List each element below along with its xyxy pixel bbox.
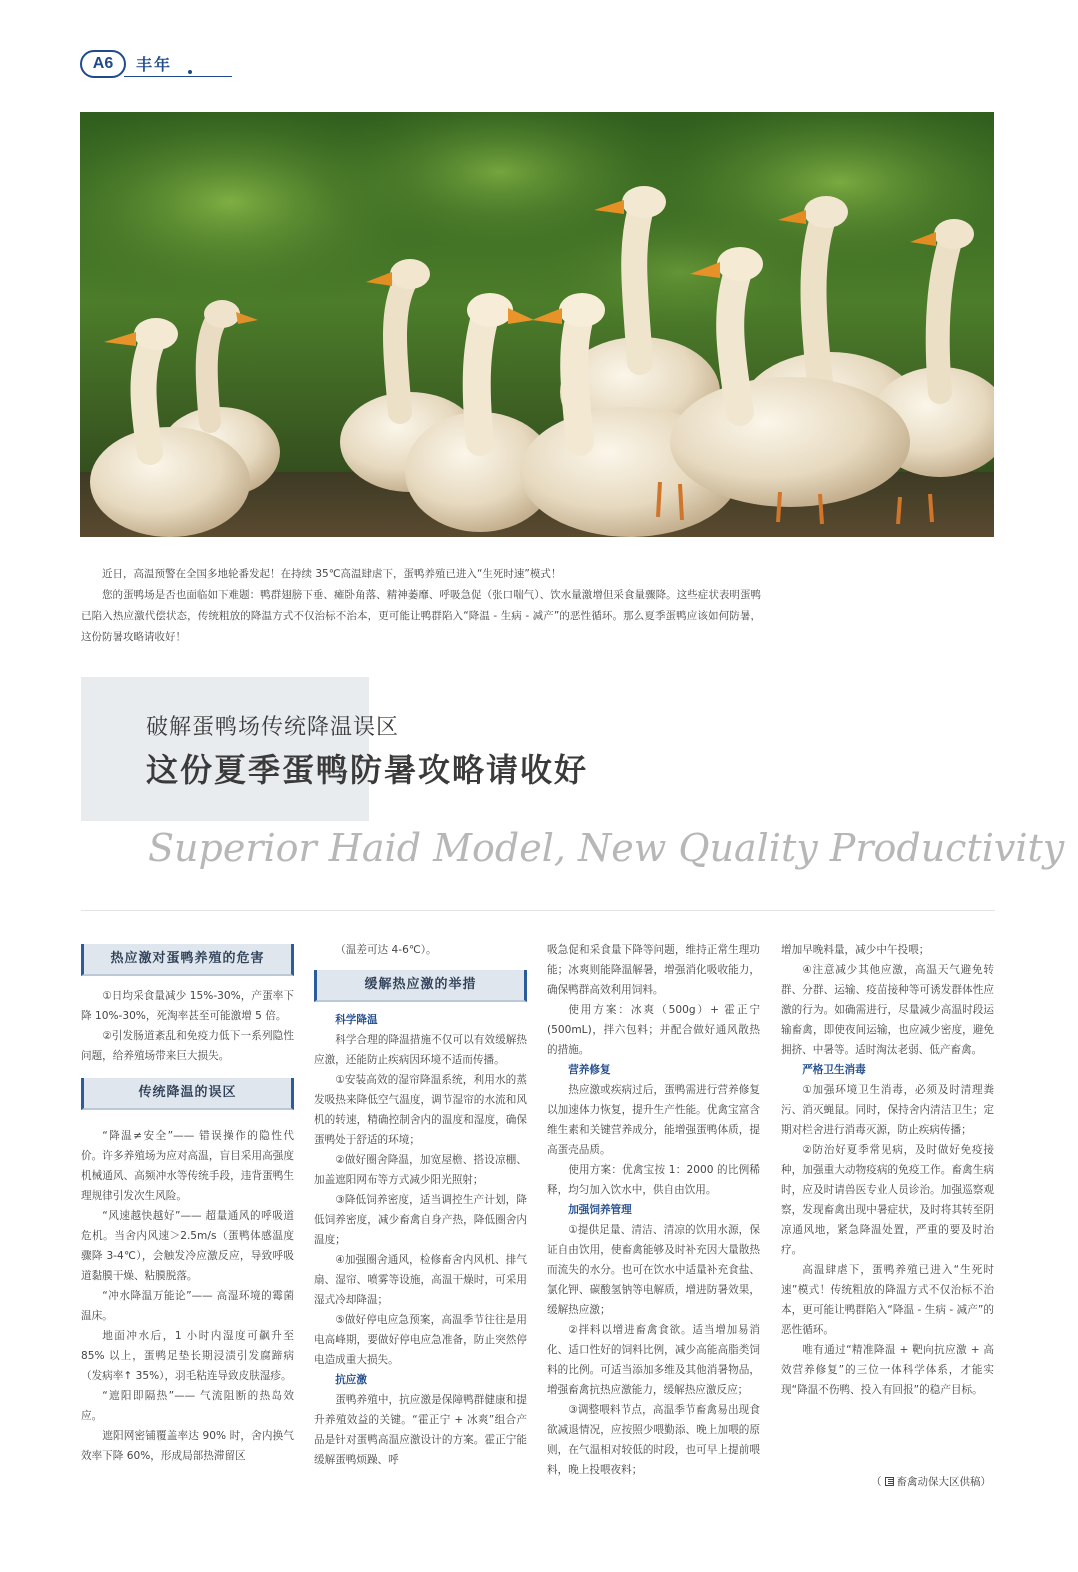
- body-paragraph: “遮阳即隔热”—— 气流阻断的热岛效应。: [81, 1390, 294, 1422]
- intro-text: [81, 564, 761, 648]
- body-paragraph: “风速越快越好”—— 超量通风的呼吸道危机。当舍内风速＞2.5m/s（蛋鸭体感温度骤降 3-4℃），会触发冷应激反应，导致呼吸道黏膜干燥、粘膜脱落。: [81, 1210, 294, 1282]
- body-paragraph: ①日均采食量减少 15%-30%，产蛋率下降 10%-30%，死淘率甚至可能激增 5 倍。: [81, 990, 294, 1022]
- body-paragraph: ③调整喂料节点，高温季节畜禽易出现食欲减退情况，应按照少喂勤添、晚上加喂的原则，在气温相对较低的时段，也可早上提前喂料，晚上投喂夜料；: [547, 1404, 760, 1476]
- body-paragraph: ④注意减少其他应激，高温天气避免转群、分群、运输、疫苗接种等可诱发群体性应激的行为。如确需进行，尽量减少高温时段运输畜禽，即使夜间运输，也应减少密度，避免拥挤、中暑等。适时淘汰老弱、低产畜禽。: [781, 964, 994, 1056]
- body-paragraph: 遮阳网密铺覆盖率达 90% 时，舍内换气效率下降 60%，形成局部热滞留区: [81, 1430, 294, 1462]
- body-paragraph: 热应激或疾病过后，蛋鸭需进行营养修复以加速体力恢复，提升生产性能。优禽宝富含维生素和关键营养成分，能增强蛋鸭体质，提高蛋壳品质。: [547, 1084, 760, 1156]
- body-paragraph: “降温≠安全”—— 错误操作的隐性代价。许多养殖场为应对高温，盲目采用高强度机械通风、高频冲水等传统手段，违背蛋鸭生理规律引发次生风险。: [81, 1130, 294, 1202]
- body-paragraph: ①安装高效的湿帘降温系统，利用水的蒸发吸热来降低空气温度，调节湿帘的水流和风机的转速，精确控制舍内的温度和湿度，确保蛋鸭处于舒适的环境；: [314, 1074, 527, 1146]
- body-paragraph: 吸急促和采食量下降等问题，维持正常生理功能；冰爽则能降温解暑，增强消化吸收能力，确保鸭群高效利用饲料。: [547, 944, 760, 996]
- body-paragraph: ②拌料以增进畜禽食欲。适当增加易消化、适口性好的饲料比例，减少高能高脂类饲料的比例。可适当添加多维及其他消暑物品，增强畜禽抗热应激能力，缓解热应激反应；: [547, 1324, 760, 1396]
- body-paragraph: 地面冲水后，1 小时内湿度可飙升至 85% 以上，蛋鸭足垫长期浸渍引发腐蹄病（发病率↑ 35%），羽毛粘连导致皮肤湿疹。: [81, 1330, 294, 1382]
- section-heading-relief-measures: 缓解热应激的举措: [314, 970, 527, 1002]
- column-1: [81, 940, 294, 1466]
- body-paragraph: 唯有通过“精准降温 + 靶向抗应激 + 高效营养修复”的三位一体科学体系，才能实现“降温不伤鸭、投入有回报”的稳产目标。: [781, 1344, 994, 1396]
- subheading-nutrition-repair: 营养修复: [568, 1064, 611, 1076]
- english-tagline: Superior Haid Model, New Quality Productivity: [148, 826, 1065, 870]
- subheading-hygiene-disinfection: 严格卫生消毒: [802, 1064, 866, 1076]
- body-paragraph: 蛋鸭养殖中，抗应激是保障鸭群健康和提升养殖效益的关键。“霍正宁 + 冰爽”组合产品是针对蛋鸭高温应激设计的方案。霍正宁能缓解蛋鸭烦躁、呼: [314, 1394, 527, 1466]
- column-2: [314, 940, 527, 1470]
- body-paragraph: ①加强环境卫生消毒，必须及时清理粪污、消灭蝇鼠。同时，保持舍内清洁卫生；定期对栏舍进行消毒灭源，防止疾病传播；: [781, 1084, 994, 1136]
- body-paragraph: ③降低饲养密度，适当调控生产计划，降低饲养密度，减少畜禽自身产热，降低圈舍内温度；: [314, 1194, 527, 1246]
- page-header: [80, 48, 240, 84]
- body-paragraph: 高温肆虐下，蛋鸭养殖已进入“生死时速”模式！传统粗放的降温方式不仅治标不治本，更可能让鸭群陷入“降温 - 生病 - 减产”的恶性循环。: [781, 1264, 994, 1336]
- column-4: [781, 940, 994, 1400]
- edit-note-icon: [885, 1477, 894, 1486]
- duck-flock-illustration: [80, 112, 994, 537]
- source-text: 畜禽动保大区供稿）: [896, 1476, 991, 1488]
- body-paragraph: ②做好圈舍降温，加宽屋檐、搭设凉棚、加盖遮阳网布等方式减少阳光照射；: [314, 1154, 527, 1186]
- body-paragraph: 使用方案：优禽宝按 1：2000 的比例稀释，均匀加入饮水中，供自由饮用。: [547, 1164, 760, 1196]
- section-divider: [81, 910, 995, 911]
- body-paragraph: 科学合理的降温措施不仅可以有效缓解热应激，还能防止疾病因环境不适而传播。: [314, 1034, 527, 1066]
- section-heading-heat-stress-harm: 热应激对蛋鸭养殖的危害: [81, 944, 294, 976]
- duck-flock-photo: [80, 112, 994, 537]
- column-3: [547, 940, 760, 1480]
- source-credit: [871, 1474, 991, 1489]
- article-title: 这份夏季蛋鸭防暑攻略请收好: [146, 751, 589, 789]
- body-paragraph: ②引发肠道紊乱和免疫力低下一系列隐性问题，给养殖场带来巨大损失。: [81, 1030, 294, 1062]
- body-paragraph: （温差可达 4-6℃）。: [335, 944, 437, 956]
- body-paragraph: 增加早晚料量，减少中午投喂；: [781, 944, 930, 956]
- source-paren: （: [871, 1476, 882, 1488]
- header-dot: [188, 70, 192, 74]
- subheading-scientific-cooling: 科学降温: [335, 1014, 378, 1026]
- body-paragraph: ①提供足量、清洁、清凉的饮用水源，保证自由饮用，使畜禽能够及时补充因大量散热而流失的水分。也可在饮水中适量补充食盐、氯化钾、碳酸氢钠等电解质，增进防暑效果，缓解热应激；: [547, 1224, 760, 1316]
- body-paragraph: ④加强圈舍通风，检修畜舍内风机、排气扇、湿帘、喷雾等设施，高温干燥时，可采用湿式冷却降温；: [314, 1254, 527, 1306]
- header-underline: [124, 76, 232, 77]
- body-paragraph: “冲水降温万能论”—— 高湿环境的霉菌温床。: [81, 1290, 294, 1322]
- section-heading-cooling-misconceptions: 传统降温的误区: [81, 1078, 294, 1110]
- intro-paragraph: 近日，高温预警在全国多地轮番发起！在持续 35℃高温肆虐下，蛋鸭养殖已进入“生死时速”模式！: [102, 568, 562, 580]
- subheading-feeding-management: 加强饲养管理: [568, 1204, 632, 1216]
- body-paragraph: ②防治好夏季常见病，及时做好免疫接种，加强重大动物疫病的免疫工作。畜禽生病时，应及时请兽医专业人员诊治。加强巡察观察，发现畜禽出现中暑症状，及时将其转至阴凉通风地，紧急降温处置，严重的要及时治疗。: [781, 1144, 994, 1256]
- body-paragraph: ⑤做好停电应急预案，高温季节往往是用电高峰期，要做好停电应急准备，防止突然停电造成重大损失。: [314, 1314, 527, 1366]
- body-paragraph: 使用方案：冰爽（500g）+ 霍正宁(500mL)，拌六包料；并配合做好通风散热的措施。: [547, 1004, 760, 1056]
- article-subtitle: 破解蛋鸭场传统降温误区: [146, 715, 400, 740]
- section-name: 丰年: [136, 55, 173, 74]
- page-number: A6: [80, 50, 126, 78]
- subheading-anti-stress: 抗应激: [335, 1374, 367, 1386]
- intro-paragraph: 您的蛋鸭场是否也面临如下难题：鸭群翅膀下垂、瘫卧角落、精神萎靡、呼吸急促（张口喘气）、饮水量激增但采食量骤降。这些症状表明蛋鸭已陷入热应激代偿状态，传统粗放的降温方式不仅治标不治本，更可能让鸭群陷入“降温 - 生病 - 减产”的恶性循环。那么夏季蛋鸭应该如何防暑，这份防暑攻略请收好！: [81, 589, 761, 643]
